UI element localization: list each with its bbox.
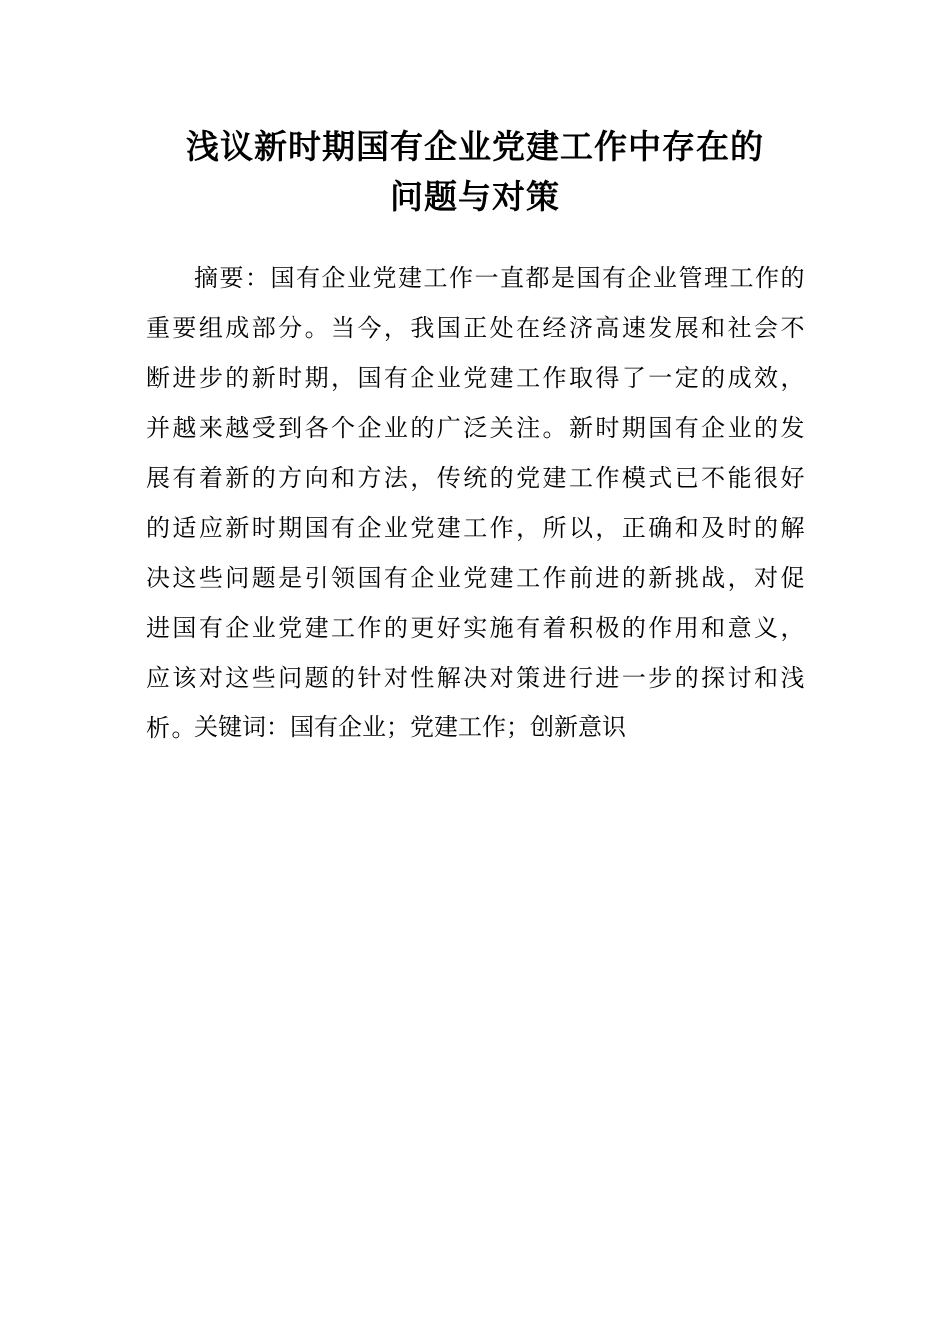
abstract-paragraph bbox=[146, 253, 806, 753]
keywords-text: 国有企业；党建工作；创新意识 bbox=[290, 713, 626, 741]
abstract-label: 摘要： bbox=[194, 264, 271, 292]
abstract-text: 国有企业党建工作一直都是国有企业管理工作的重要组成部分。当今，我国正处在经济高速发展和社会不断进步的新时期，国有企业党建工作取得了一定的成效，并越来越受到各个企业的广泛关注。新时期国有企业的发展有着新的方向和方法，传统的党建工作模式已不能很好的适应新时期国有企业党建工作，所以，正确和及时的解决这些问题是引领国有企业党建工作前进的新挑战，对促进国有企业党建工作的更好实施有着积极的作用和意义，应该对这些问题的针对性解决对策进行进一步的探讨和浅析。 bbox=[146, 264, 806, 742]
title-line-2: 问题与对策 bbox=[390, 177, 560, 216]
keywords-line bbox=[194, 702, 806, 752]
title-line-1: 浅议新时期国有企业党建工作中存在的 bbox=[186, 127, 764, 166]
document-title bbox=[100, 122, 850, 222]
keywords-label: 关键词： bbox=[194, 713, 290, 741]
